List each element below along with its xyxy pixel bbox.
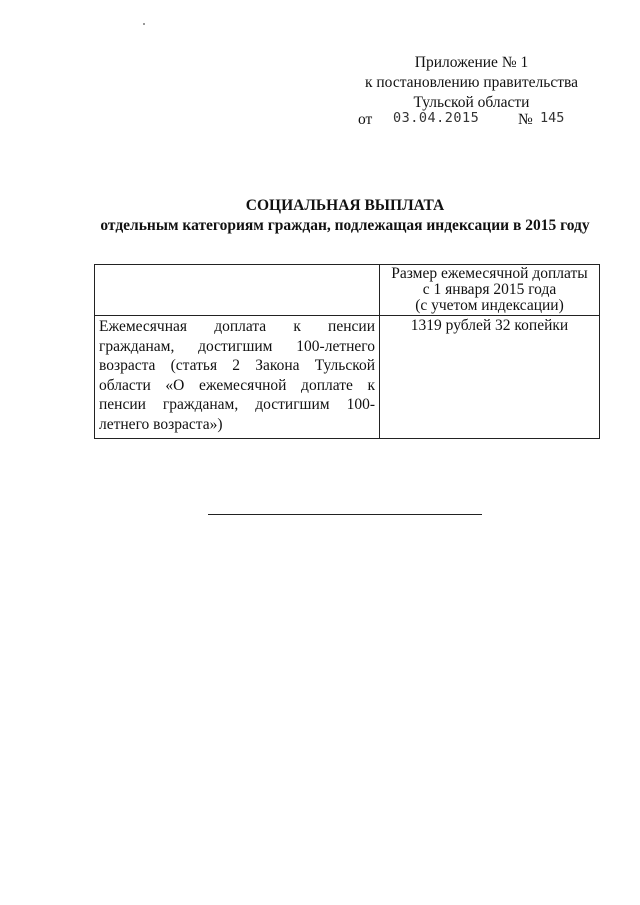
scan-mark <box>143 23 145 25</box>
appendix-region: Тульской области <box>413 94 530 111</box>
header-amount-line2: с 1 января 2015 года <box>422 281 557 298</box>
header-cell-amount <box>380 265 600 316</box>
decree-date: 03.04.2015 <box>393 110 480 126</box>
header-amount-line3: (с учетом индексации) <box>415 297 564 314</box>
row-description: Ежемесячная доплата к пенсии гражданам, достигшим 100-летнего возраста (статья 2 Закона Тульской области «О ежемесячной доплате к пенсии гражданам, достигшим 100-летнего возраста») <box>95 316 380 439</box>
header-amount-line1: Размер ежемесячной доплаты <box>391 265 588 282</box>
document-title <box>0 196 640 236</box>
table-header-row <box>95 265 600 316</box>
payment-table <box>94 264 600 439</box>
appendix-number: Приложение № 1 <box>414 54 529 71</box>
decree-number: 145 <box>540 110 565 126</box>
decree-number-label: № <box>518 111 533 128</box>
table-row <box>95 316 600 439</box>
title-main: СОЦИАЛЬНАЯ ВЫПЛАТА <box>245 197 445 214</box>
end-rule <box>208 514 482 515</box>
header-cell-empty <box>95 265 380 316</box>
title-subtitle: отдельным категориям граждан, подлежащая индексации в 2015 году <box>100 217 590 234</box>
appendix-reference: к постановлению правительства <box>364 74 579 91</box>
appendix-block <box>330 53 613 113</box>
row-amount: 1319 рублей 32 копейки <box>380 316 600 439</box>
decree-from-label: от <box>358 111 373 128</box>
decree-line <box>358 110 565 129</box>
